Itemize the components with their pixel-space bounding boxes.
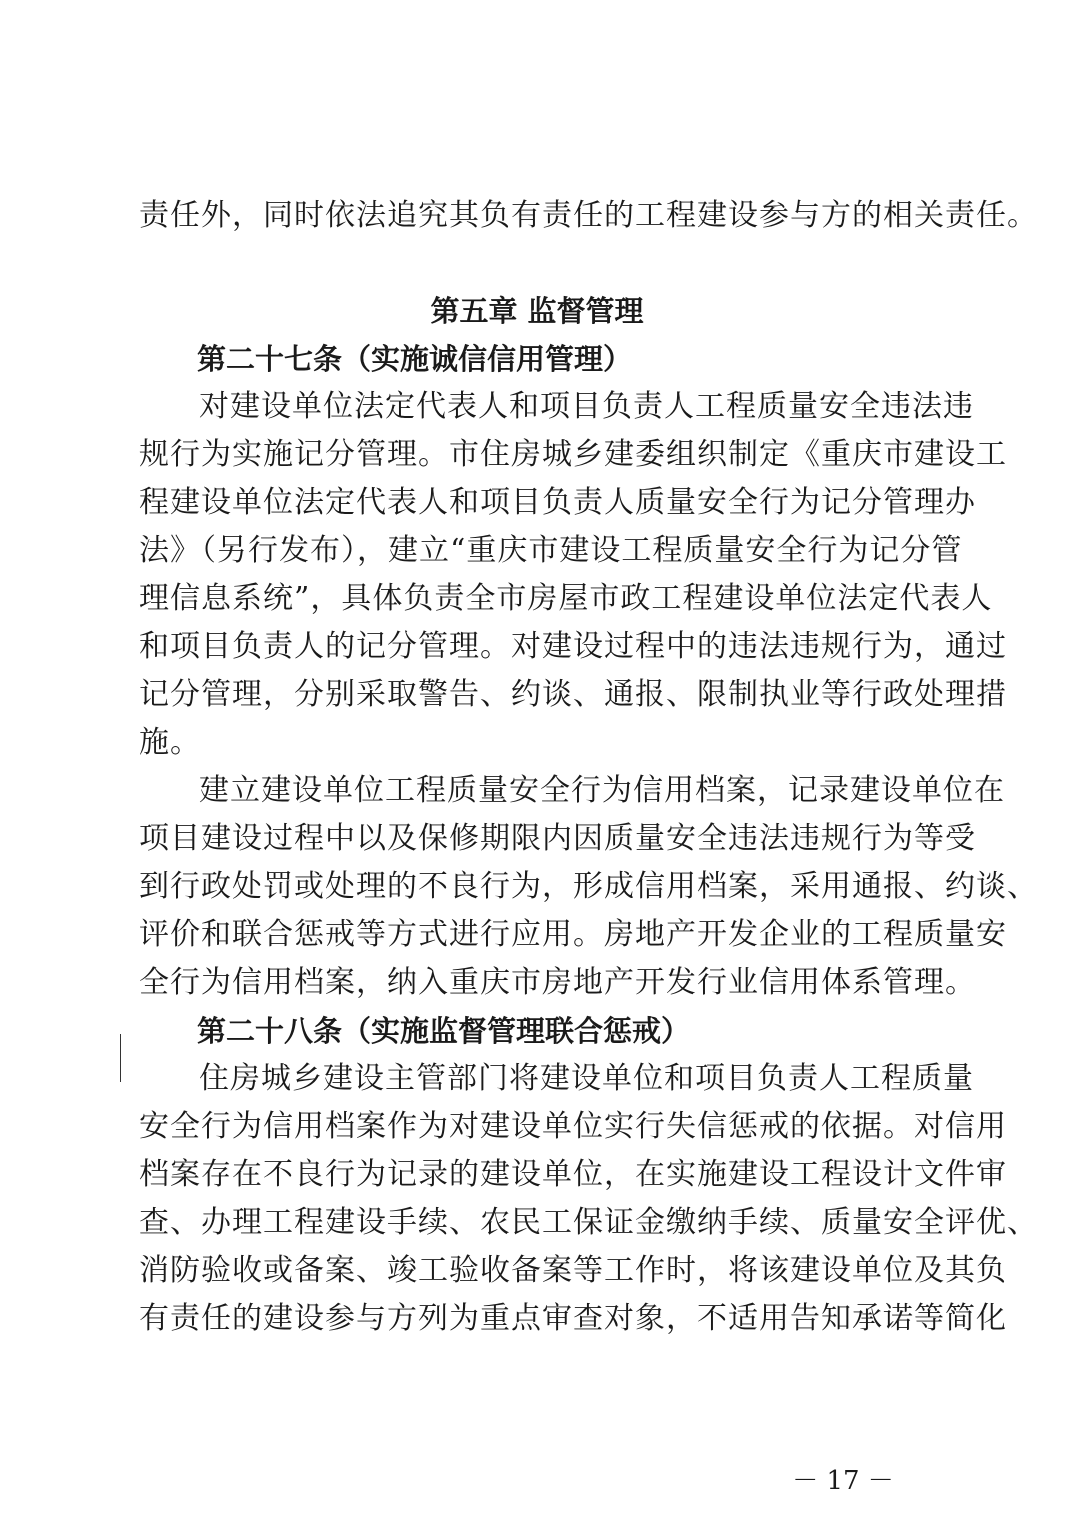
paragraph-line: 建立建设单位工程质量安全行为信用档案，记录建设单位在 bbox=[199, 773, 1005, 808]
paragraph-line: 项目建设过程中以及保修期限内因质量安全违法违规行为等受 bbox=[139, 821, 976, 856]
paragraph-line: 查、办理工程建设手续、农民工保证金缴纳手续、质量安全评优、 bbox=[139, 1205, 1038, 1240]
continuation-line: 责任外，同时依法追究其负有责任的工程建设参与方的相关责任。 bbox=[139, 198, 1038, 233]
paragraph-line: 程建设单位法定代表人和项目负责人质量安全行为记分管理办 bbox=[139, 485, 976, 520]
paragraph-line: 对建设单位法定代表人和项目负责人工程质量安全违法违 bbox=[199, 389, 974, 424]
paragraph-line: 档案存在不良行为记录的建设单位，在实施建设工程设计文件审 bbox=[139, 1157, 1007, 1192]
article-28-heading: 第二十八条（实施监督管理联合惩戒） bbox=[197, 1014, 691, 1048]
paragraph-line: 全行为信用档案，纳入重庆市房地产开发行业信用体系管理。 bbox=[139, 965, 976, 1000]
article-27-heading: 第二十七条（实施诚信信用管理） bbox=[197, 342, 633, 376]
page-number-container bbox=[0, 1464, 1074, 1498]
paragraph-line: 理信息系统”，具体负责全市房屋市政工程建设单位法定代表人 bbox=[139, 581, 993, 616]
paragraph-line: 评价和联合惩戒等方式进行应用。房地产开发企业的工程质量安 bbox=[139, 917, 1007, 952]
page-number: － 17 － bbox=[792, 1466, 894, 1496]
paragraph-line: 法》（另行发布），建立“重庆市建设工程质量安全行为记分管 bbox=[139, 533, 963, 568]
paragraph-line: 安全行为信用档案作为对建设单位实行失信惩戒的依据。对信用 bbox=[139, 1109, 1007, 1144]
chapter-title: 第五章 监督管理 bbox=[430, 294, 644, 328]
paragraph-line: 住房城乡建设主管部门将建设单位和项目负责人工程质量 bbox=[199, 1061, 974, 1096]
paragraph-line: 消防验收或备案、竣工验收备案等工作时，将该建设单位及其负 bbox=[139, 1253, 1007, 1288]
paragraph-line: 到行政处罚或处理的不良行为，形成信用档案，采用通报、约谈、 bbox=[139, 869, 1038, 904]
margin-revision-mark bbox=[120, 1034, 121, 1082]
paragraph-line: 有责任的建设参与方列为重点审查对象，不适用告知承诺等简化 bbox=[139, 1301, 1007, 1336]
paragraph-line: 和项目负责人的记分管理。对建设过程中的违法违规行为，通过 bbox=[139, 629, 1007, 664]
paragraph-line: 记分管理，分别采取警告、约谈、通报、限制执业等行政处理措 bbox=[139, 677, 1007, 712]
paragraph-line: 规行为实施记分管理。市住房城乡建委组织制定《重庆市建设工 bbox=[139, 437, 1007, 472]
paragraph-line: 施。 bbox=[139, 725, 201, 760]
